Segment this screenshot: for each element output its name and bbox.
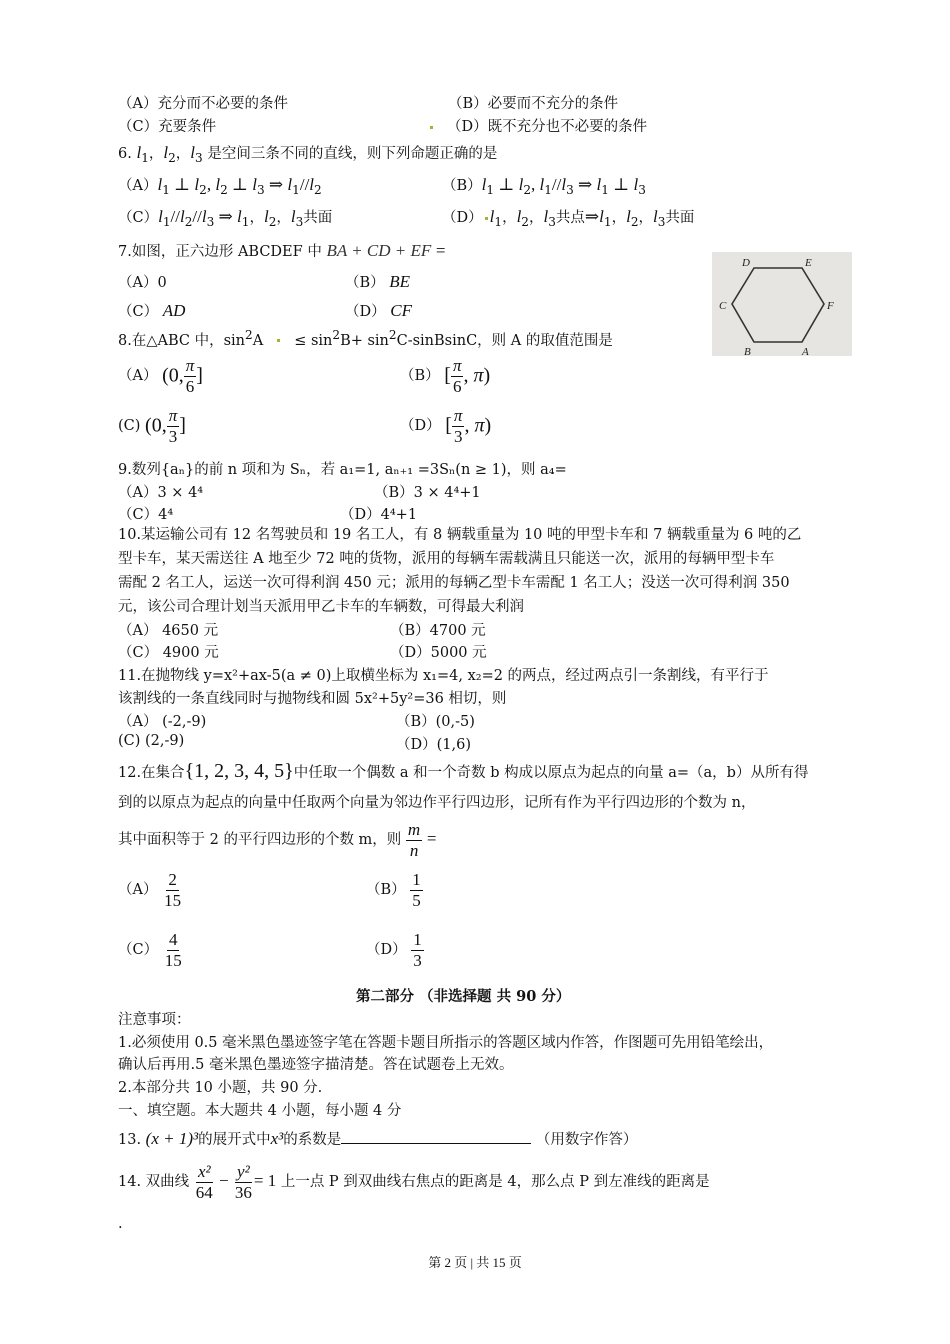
q6-option-c: $(C)l_1//l_2//l_3$ ⇒ $l_1$，$l_2$，$l_3$共面 bbox=[118, 207, 333, 229]
q11-line2: 该割线的一条直线同时与抛物线和圆 5x²+5y²=36 相切，则 bbox=[118, 691, 507, 707]
q5-option-a: （A）充分而不必要的条件 bbox=[118, 96, 288, 112]
q11-option-c: (C) (2,-9) bbox=[118, 733, 185, 749]
q12-line2: 到的以原点为起点的向量中任取两个向量为邻边作平行四边形，记所有作为平行四边形的个数为 n， bbox=[118, 795, 756, 811]
q12-line1: 12.在集合{1, 2, 3, 4, 5}中任取一个偶数 a 和一个奇数 b 构成以原点为起点的向量 a=（a，b）从所有得 bbox=[118, 760, 809, 782]
page-footer: 第 2 页 | 共 15 页 bbox=[428, 1255, 522, 1270]
q5-option-c: （C）充要条件 bbox=[118, 119, 217, 135]
q12-option-c: （C） $\frac{4}{15}$ bbox=[118, 930, 182, 970]
q12-option-a: （A） $\frac{2}{15}$ bbox=[118, 870, 182, 910]
q11-option-a: （A） (-2,-9) bbox=[118, 714, 207, 730]
q11-line1: 11.在抛物线 y=x²+ax-5(a ≠ 0)上取横坐标为 x₁=4, x₂=2 的两点，经过两点引一条割线，有平行于 bbox=[118, 668, 769, 684]
q14-end: . bbox=[118, 1216, 123, 1232]
q8-option-a: （A） (0, $\frac{\pi}{6}$ ] bbox=[118, 356, 203, 396]
q10-option-a: （A） 4650 元 bbox=[118, 623, 219, 639]
q10-option-d: （D）5000 元 bbox=[390, 645, 487, 661]
q5-option-b: （B）必要而不充分的条件 bbox=[448, 96, 619, 112]
q8-option-b: （B） [ $\frac{\pi}{6}$ , π) bbox=[400, 356, 491, 396]
q12-line3: 其中面积等于 2 的平行四边形的个数 m，则 $\frac{m}{n}$ = bbox=[118, 820, 437, 860]
q10-option-b: （B）4700 元 bbox=[390, 623, 486, 639]
q13: 13. (x + 1)³的展开式中x³的系数是 （用数字作答） bbox=[118, 1129, 638, 1148]
q7-option-c: （C） AD bbox=[118, 301, 186, 320]
q7-stem: 7.如图，正六边形 ABCDEF 中 BA + CD + EF = bbox=[118, 241, 446, 260]
q11-option-b: （B）(0,-5) bbox=[396, 714, 475, 730]
q9-stem: 9.数列{aₙ}的前 n 项和为 Sₙ，若 a₁=1, aₙ₊₁ =3Sₙ(n ≥ 1)，则 a₄= bbox=[118, 462, 567, 478]
q8-stem: 8.在△ABC 中，$\sin^2A \le \sin^2B+$ $\sin^2C$-sinBsinC，则 A 的取值范围是 bbox=[118, 328, 613, 349]
q6-option-d: （D） $l_1$，$l_2$，$l_3$共点$\Rightarrow l_1$，$l_2$，$l_3$共面 bbox=[442, 207, 695, 229]
label-f: F bbox=[827, 300, 834, 312]
q5-option-d: （D）既不充分也不必要的条件 bbox=[448, 115, 647, 136]
q10-option-c: （C） 4900 元 bbox=[118, 645, 219, 661]
q12-option-b: （B） $\frac{1}{5}$ bbox=[366, 870, 421, 910]
q9-option-c: （C）4⁴ bbox=[118, 507, 174, 523]
q9-option-a: （A）3 × 4⁴ bbox=[118, 485, 204, 501]
label-a: A bbox=[802, 346, 809, 356]
q14: 14. 双曲线 $\frac{\text{x²}}{64}$ − $\frac{\text{y²}}{36}$ = 1 上一点 P 到双曲线右焦点的距离是 4，那么点 P 到左准线的距离是 bbox=[118, 1162, 710, 1202]
stray-dot bbox=[485, 217, 488, 220]
notice-heading: 注意事项： bbox=[118, 1012, 191, 1028]
q6-option-a: $(A)l_1$ ⊥ $l_2$, $l_2$ ⊥ $l_3$ ⇒ $l_1//l_2$ bbox=[118, 175, 322, 197]
q7-option-b: （B） BE bbox=[345, 272, 411, 291]
q8-option-c: (C) (0, $\frac{\pi}{3}$ ] bbox=[118, 406, 186, 446]
q12-option-d: （D） $\frac{1}{3}$ bbox=[366, 930, 422, 970]
notice-2: 2.本部分共 10 小题，共 90 分. bbox=[118, 1080, 323, 1096]
label-c: C bbox=[719, 300, 727, 312]
q9-option-b: （B）3 × 4⁴+1 bbox=[374, 485, 481, 501]
label-b: B bbox=[744, 346, 751, 356]
stray-dot bbox=[277, 339, 280, 342]
q9-option-d: （D）4⁴+1 bbox=[340, 507, 418, 523]
hexagon-diagram bbox=[712, 252, 852, 356]
notice-1a: 1.必须使用 0.5 毫米黑色墨迹签字笔在答题卡题目所指示的答题区域内作答，作图题可先用铅笔绘出， bbox=[118, 1035, 774, 1051]
q8-option-d: （D） [ $\frac{\pi}{3}$ , π) bbox=[400, 406, 492, 446]
q6-option-b: $(B)l_1$ ⊥ $l_2$, $l_1//l_3$ ⇒ $l_1$ ⊥ $l_3$ bbox=[442, 175, 646, 197]
q7-option-d: （D） CF bbox=[345, 301, 412, 320]
stray-dot bbox=[430, 126, 433, 129]
q6-stem: 6. $l_1$，$l_2$，$l_3$ 是空间三条不同的直线，则下列命题正确的是 bbox=[118, 143, 498, 165]
notice-1b: 确认后再用.5 毫米黑色墨迹签字描清楚。答在试题卷上无效。 bbox=[118, 1057, 514, 1073]
q11-option-d: （D）(1,6) bbox=[396, 737, 471, 753]
q7-option-a: （A）0 bbox=[118, 275, 167, 291]
q10-stem: 10.某运输公司有 12 名驾驶员和 19 名工人，有 8 辆载重量为 10 吨的甲型卡车和 7 辆载重量为 6 吨的乙 型卡车，某天需送往 A 地至少 72 吨的货物，派用的每辆车需载满且只能送一次，派用的每辆甲型卡车 需配 2 名工人，运送一次可得利润 450 元；派用的每辆乙型卡车需配 1 名工人；没送一次可得利润 350 元，该公司合理计划当天派用甲乙卡车的车辆数，可得最大利润 bbox=[118, 527, 802, 615]
q13-answer-blank[interactable] bbox=[341, 1129, 531, 1144]
part2-title: 第二部分 （非选择题 共 90 分） bbox=[356, 988, 571, 1005]
hexagon-figure bbox=[712, 252, 852, 356]
label-d: D bbox=[742, 257, 750, 269]
label-e: E bbox=[805, 257, 812, 269]
section-fill-in: 一、填空题。本大题共 4 小题，每小题 4 分 bbox=[118, 1103, 402, 1119]
